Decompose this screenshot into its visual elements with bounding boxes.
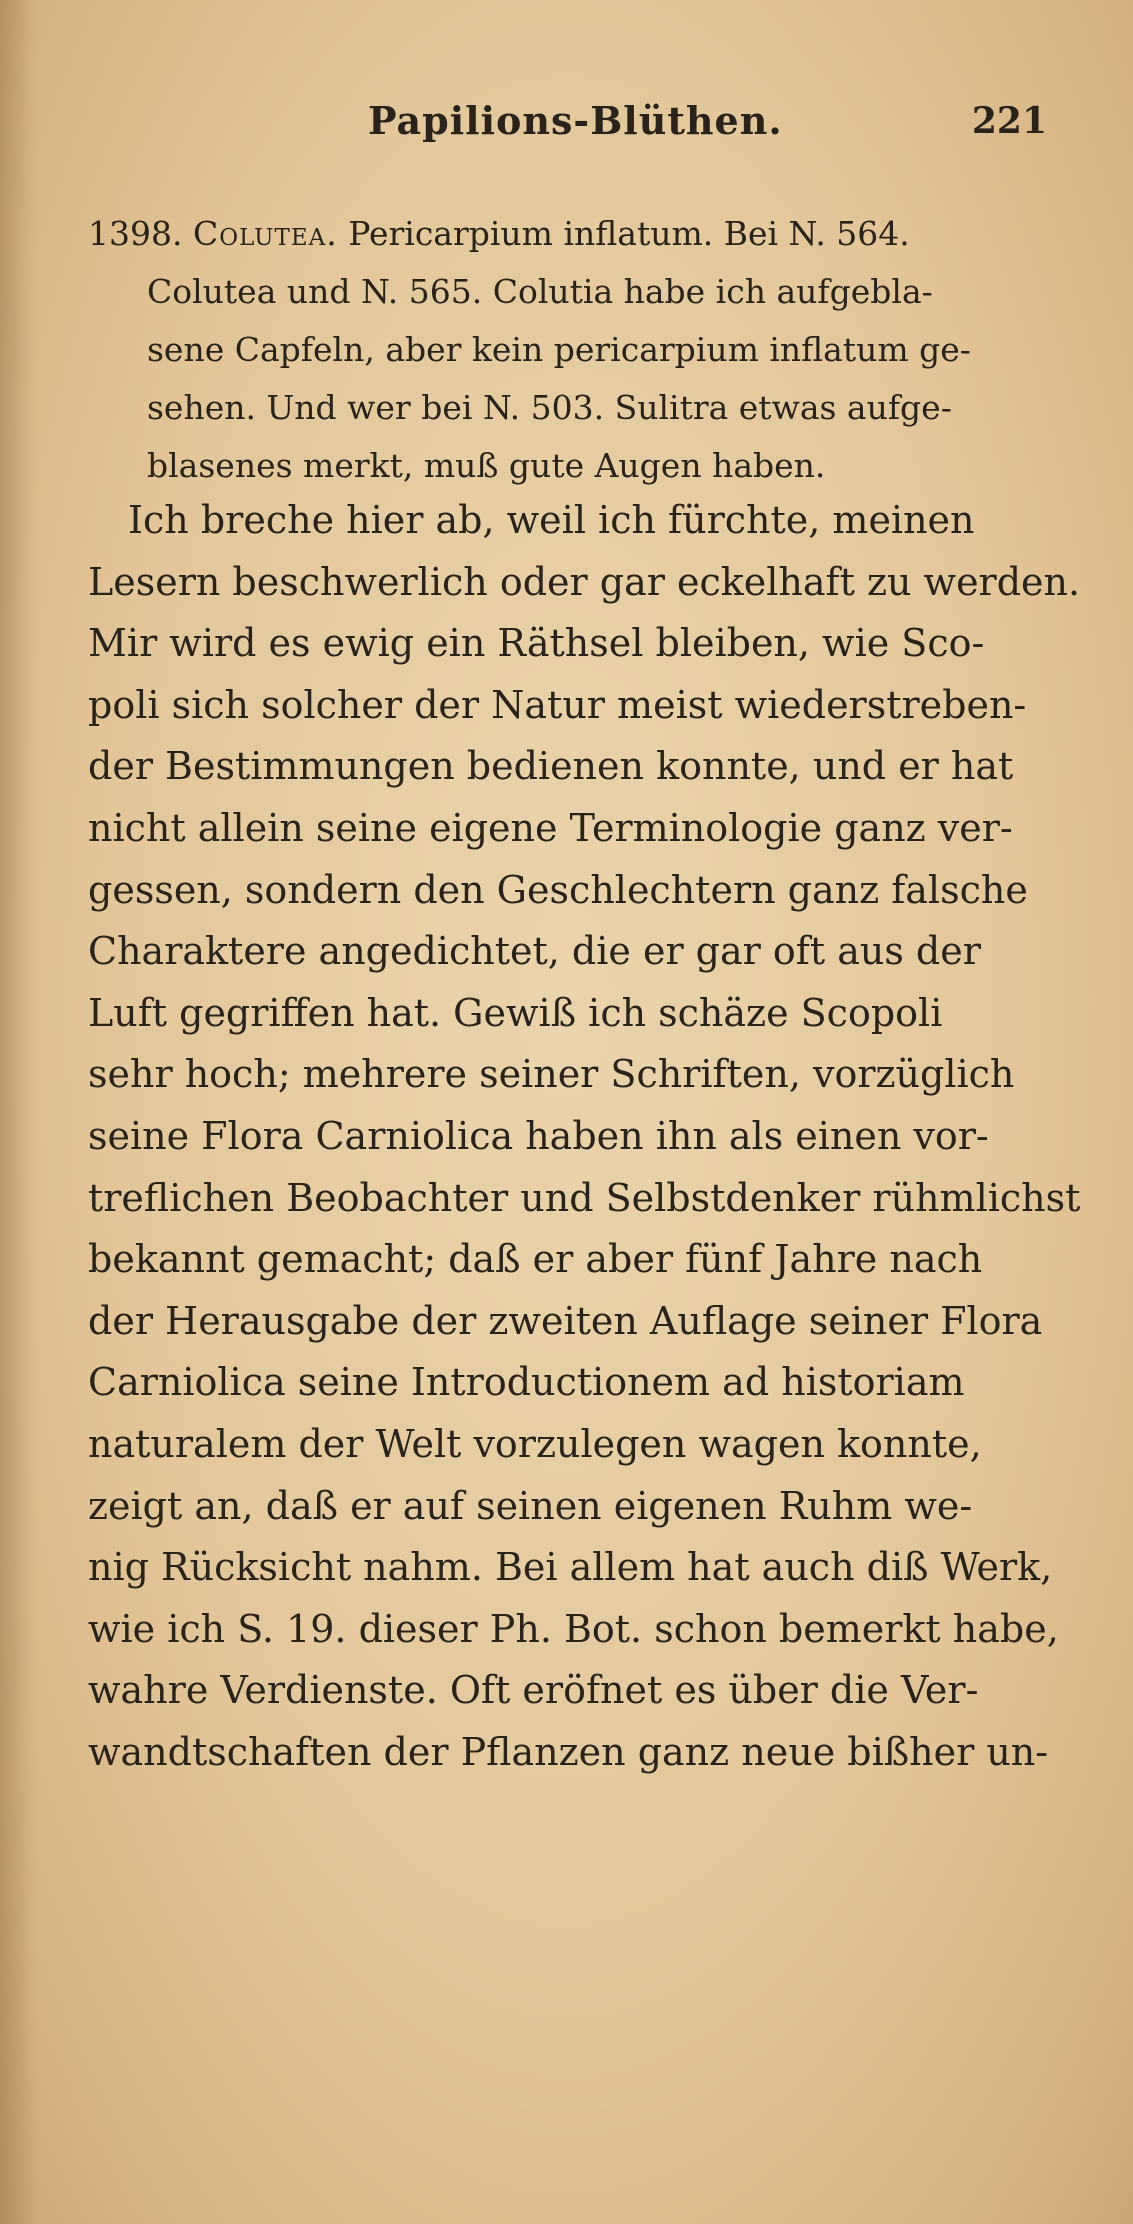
body-line: Carniolica seine Introductionem ad historiam <box>88 1360 965 1405</box>
body-line: Mir wird es ewig ein Räthsel bleiben, wie Sco- <box>88 621 985 666</box>
footnote-line: sene Capfeln, aber kein pericarpium inflatum ge- <box>147 330 971 369</box>
body-line: treflichen Beobachter und Selbstdenker rühmlichst <box>88 1175 1081 1220</box>
body-line: wie ich S. 19. dieser Ph. Bot. schon bemerkt habe, <box>88 1606 1059 1651</box>
footnote-line-text: Pericarpium inflatum. Bei N. 564. <box>348 214 910 253</box>
footnote-entry-number: 1398. <box>88 214 183 253</box>
body-line: der Bestimmungen bedienen konnte, und er hat <box>88 744 1014 789</box>
body-line: gessen, sondern den Geschlechtern ganz falsche <box>88 867 1028 912</box>
body-line: sehr hoch; mehrere seiner Schriften, vorzüglich <box>88 1052 1015 1097</box>
body-line: Lesern beschwerlich oder gar eckelhaft zu werden. <box>88 559 1081 604</box>
footnote-line: Colutea und N. 565. Colutia habe ich aufgebla- <box>147 272 933 311</box>
body-line: der Herausgabe der zweiten Auflage seiner Flora <box>88 1298 1043 1343</box>
body-line: nig Rücksicht nahm. Bei allem hat auch diß Werk, <box>88 1545 1053 1590</box>
body-line: wandtschaften der Pflanzen ganz neue bißher un- <box>88 1729 1049 1774</box>
footnote-line: blasenes merkt, muß gute Augen haben. <box>147 446 826 485</box>
body-line: Ich breche hier ab, weil ich fürchte, meinen <box>128 498 975 542</box>
body-line: poli sich solcher der Natur meist wiederstreben- <box>88 682 1027 727</box>
page-header <box>0 98 1133 154</box>
page-number: 221 <box>971 100 1047 142</box>
page-edge-shadow <box>0 0 36 2224</box>
body-line: zeigt an, daß er auf seinen eigenen Ruhm we- <box>88 1483 973 1528</box>
body-line: Charaktere angedichtet, die er gar oft aus der <box>88 929 981 974</box>
body-line: nicht allein seine eigene Terminologie ganz ver- <box>88 805 1013 850</box>
body-line: bekannt gemacht; daß er aber fünf Jahre nach <box>88 1237 983 1282</box>
body-line: Luft gegriffen hat. Gewiß ich schäze Scopoli <box>88 990 943 1035</box>
running-title: Papilions-Blüthen. <box>368 98 783 143</box>
footnote-line <box>88 205 1058 263</box>
body-line: wahre Verdienste. Oft eröfnet es über die Ver- <box>88 1668 979 1713</box>
footnote-block <box>88 205 1058 495</box>
body-line: seine Flora Carniolica haben ihn als einen vor- <box>88 1113 989 1158</box>
body-line: naturalem der Welt vorzulegen wagen konnte, <box>88 1421 982 1466</box>
footnote-genus: Colutea. <box>192 214 338 253</box>
footnote-line: sehen. Und wer bei N. 503. Sulitra etwas aufge- <box>147 388 952 427</box>
body-paragraph <box>88 490 1081 1783</box>
